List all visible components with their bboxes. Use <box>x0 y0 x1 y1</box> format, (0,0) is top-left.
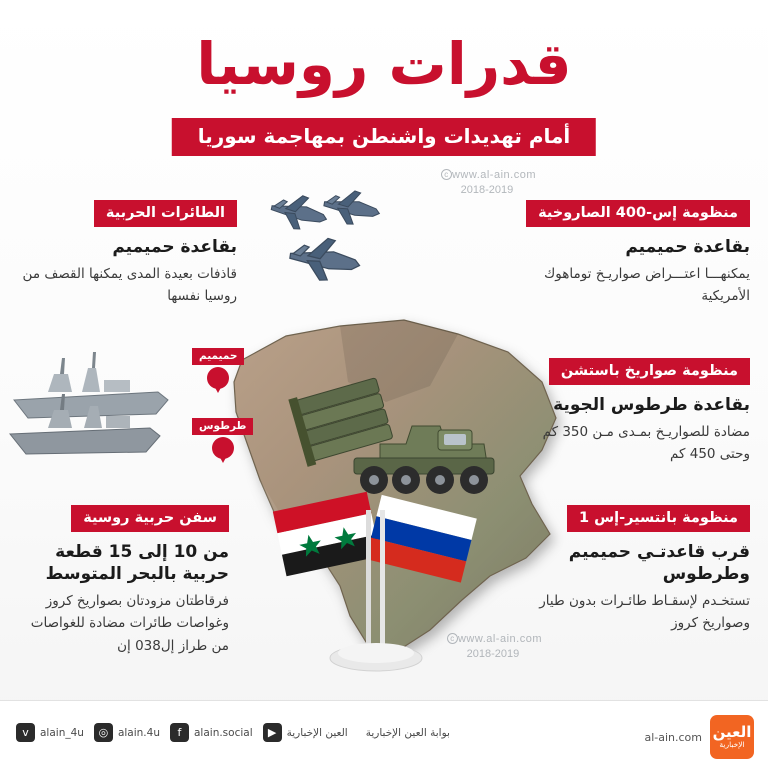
social-instagram-handle: alain.4u <box>117 726 160 739</box>
watermark-site: www.al-ain.com <box>457 633 542 646</box>
panel-aircraft <box>22 200 237 308</box>
panel-s400-body: يمكنهـــا اعتـــراض صواريـخ توماهوك الأمريكية <box>544 266 750 305</box>
map-marker-hmeimim-label: حميميم <box>192 348 244 365</box>
header <box>0 0 768 170</box>
social-facebook-handle: alain.social <box>193 726 253 739</box>
panel-pantsir-body: تستخـدم لإسقـاط طائـرات بدون طيار وصواريخ كروز <box>539 593 750 632</box>
panel-ships-body: فرقاطتان مزودتان بصواريخ كروز وغواصات طائرات مضادة للغواصات من طراز إل038 إن <box>30 593 229 654</box>
panel-ships-head: من 10 إلى 15 قطعة حربية بالبحر المتوسط <box>45 542 229 585</box>
page-title: قدرات روسيا <box>196 30 572 98</box>
panel-aircraft-head: بقاعدة حميميم <box>112 237 237 257</box>
social-youtube-handle: العين الإخبارية <box>286 726 348 739</box>
watermark-years: 2018-2019 <box>460 183 514 196</box>
panel-bastion-head: بقاعدة طرطوس الجوية <box>553 395 750 415</box>
watermark-site: www.al-ain.com <box>451 169 536 181</box>
copyright-icon: c <box>441 169 452 180</box>
social-twitter[interactable] <box>16 723 84 742</box>
footer <box>0 700 768 770</box>
brand-block[interactable] <box>644 715 754 759</box>
panel-bastion <box>535 358 750 466</box>
social-links <box>16 723 450 742</box>
logo-line1: العين <box>712 723 752 742</box>
panel-bastion-tab: منظومة صواريخ باستشن <box>549 358 750 385</box>
panel-ships-tab: سفن حربية روسية <box>71 505 229 532</box>
social-twitter-handle: alain_4u <box>40 726 84 739</box>
social-instagram[interactable] <box>94 723 160 742</box>
watermark-years: 2018-2019 <box>466 648 520 661</box>
panel-pantsir-tab: منظومة بانتسير-إس 1 <box>567 505 750 532</box>
warships-illustration <box>8 348 183 468</box>
panel-aircraft-tab: الطائرات الحربية <box>94 200 237 227</box>
panel-s400-head: بقاعدة حميميم <box>625 237 750 257</box>
twitter-icon: ᴠ <box>16 723 35 742</box>
watermark-top <box>438 168 536 198</box>
fighter-jets-illustration <box>255 188 435 298</box>
instagram-icon: ◎ <box>94 723 113 742</box>
watermark-bottom <box>444 632 542 662</box>
portal-label: بوابة العين الإخبارية <box>365 726 450 739</box>
al-ain-logo <box>710 715 754 759</box>
map-marker-tartus[interactable] <box>192 418 253 459</box>
panel-s400-tab: منظومة إس-400 الصاروخية <box>526 200 750 227</box>
youtube-icon: ▶ <box>263 723 282 742</box>
page-subtitle: أمام تهديدات واشنطن بمهاجمة سوريا <box>172 118 596 156</box>
panel-bastion-body: مضادة للصواريـخ بمـدى مـن 350 كم وحتى 450 كم <box>542 424 750 463</box>
social-youtube[interactable] <box>263 723 348 742</box>
facebook-icon: f <box>170 723 189 742</box>
map-marker-tartus-label: طرطوس <box>192 418 253 435</box>
copyright-icon: c <box>447 633 458 644</box>
map-marker-hmeimim[interactable] <box>192 348 244 389</box>
panel-pantsir <box>535 505 750 635</box>
pin-icon <box>207 367 229 389</box>
social-facebook[interactable] <box>170 723 253 742</box>
logo-line2: الإخبارية <box>719 739 745 749</box>
site-url: al-ain.com <box>644 730 702 744</box>
panel-aircraft-body: قاذفات بعيدة المدى يمكنها القصف من روسيا نفسها <box>22 266 237 305</box>
pin-icon <box>212 437 234 459</box>
panel-s400 <box>535 200 750 308</box>
panel-pantsir-head: قرب قاعدتـي حميميم وطرطوس <box>568 542 750 585</box>
panel-ships <box>14 505 229 657</box>
